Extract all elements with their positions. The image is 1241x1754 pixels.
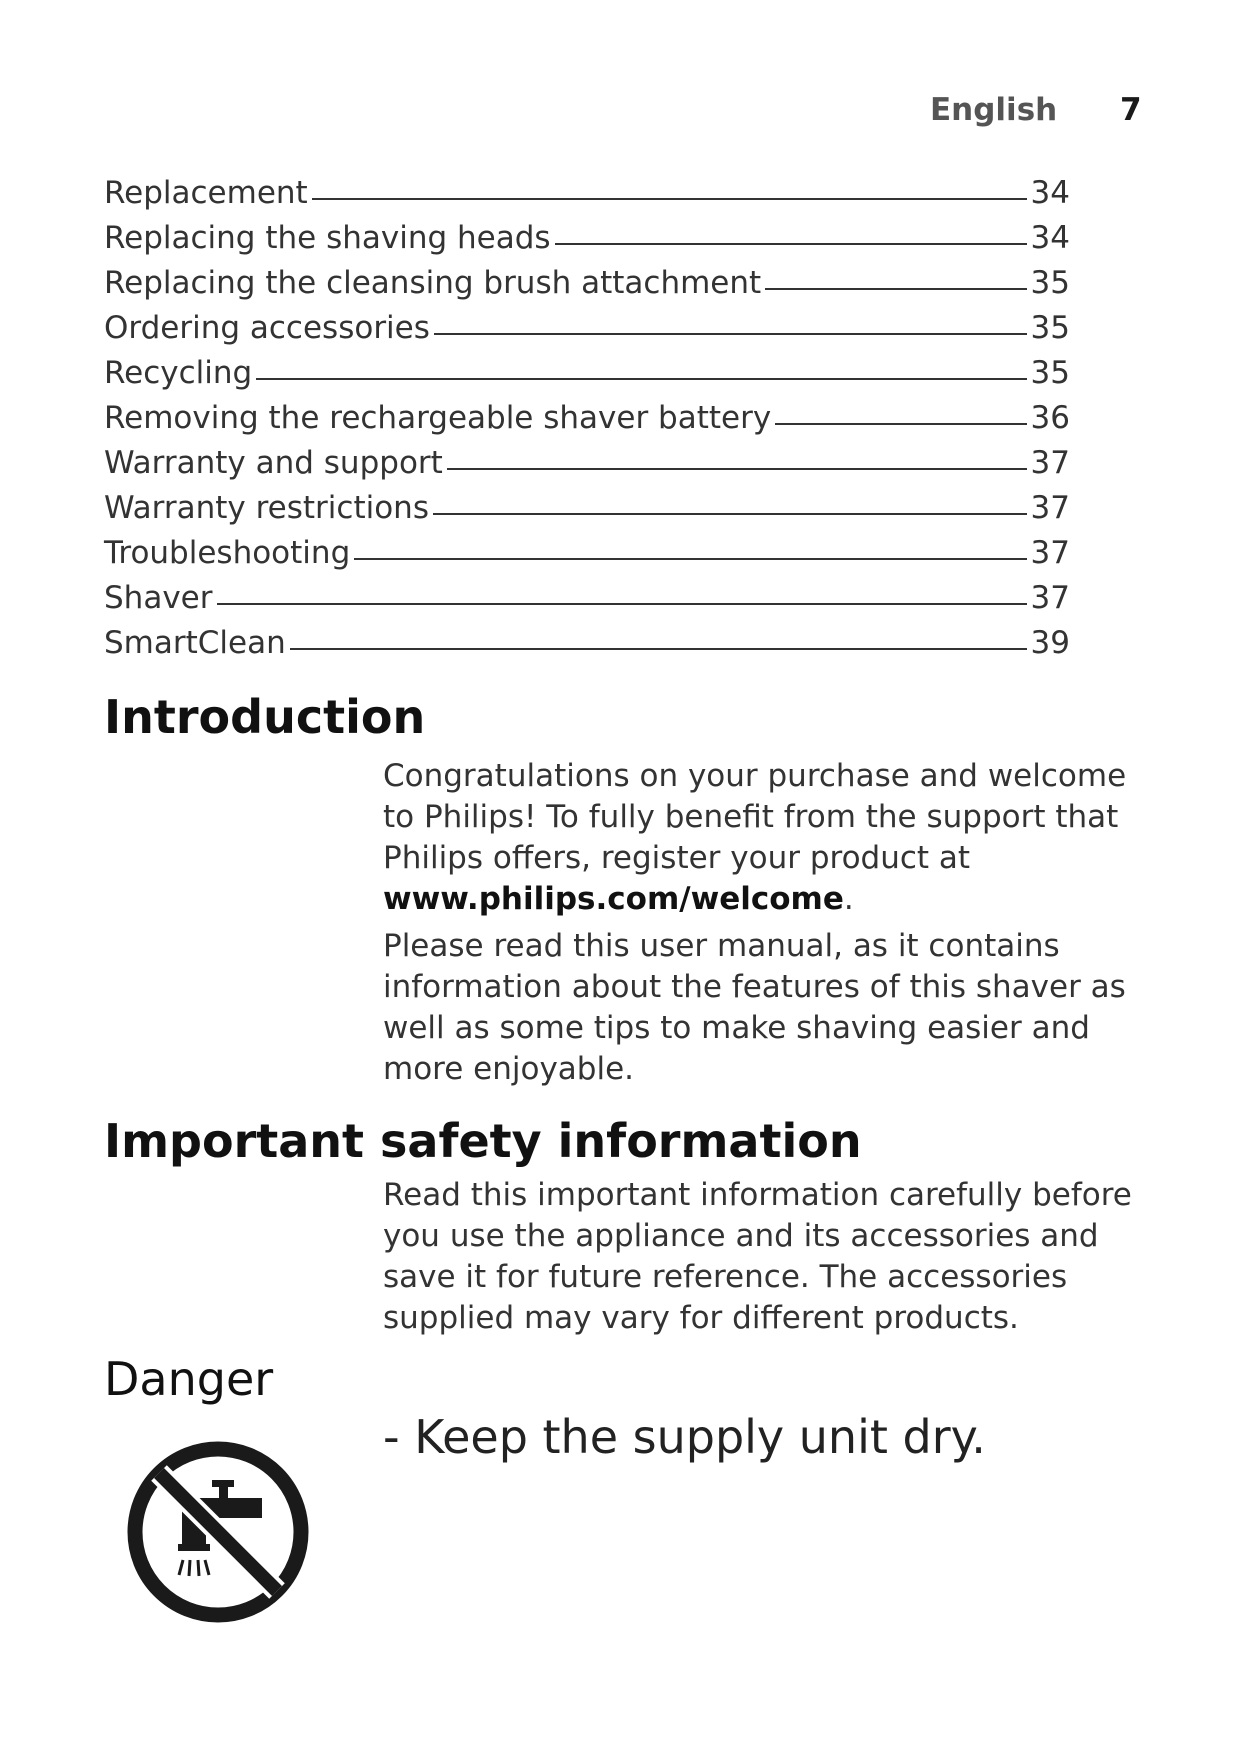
toc-entry-page: 34 — [1030, 175, 1070, 211]
toc-leader — [290, 648, 1027, 650]
toc-entry — [104, 535, 1070, 580]
toc-entry-page: 35 — [1030, 355, 1070, 391]
toc-entry — [104, 400, 1070, 445]
toc-leader — [256, 378, 1026, 380]
sentence-end: . — [843, 881, 854, 917]
safety-paragraph: Read this important information carefully before you use the appliance and its accessories and save it for future reference. The accessories supplied may vary for different products. — [383, 1177, 1132, 1336]
toc-entry-page: 35 — [1030, 265, 1070, 301]
table-of-contents — [104, 175, 1070, 670]
toc-entry-title: Warranty and support — [104, 445, 443, 481]
toc-entry — [104, 220, 1070, 265]
toc-entry — [104, 175, 1070, 220]
introduction-paragraph-1 — [383, 756, 1143, 920]
toc-entry-title: Shaver — [104, 580, 213, 616]
toc-leader — [775, 423, 1026, 425]
toc-entry — [104, 580, 1070, 625]
page-header — [0, 92, 1241, 142]
toc-entry — [104, 265, 1070, 310]
language-label: English — [930, 92, 1058, 128]
toc-entry — [104, 355, 1070, 400]
toc-entry-title: Replacing the cleansing brush attachment — [104, 265, 762, 301]
toc-leader — [217, 603, 1027, 605]
toc-entry-title: Troubleshooting — [104, 535, 351, 571]
danger-heading: Danger — [104, 1352, 274, 1406]
register-link[interactable]: www.philips.com/welcome — [383, 881, 844, 917]
toc-entry-page: 37 — [1030, 535, 1070, 571]
toc-leader — [447, 468, 1027, 470]
toc-leader — [312, 198, 1027, 200]
toc-entry-page: 35 — [1030, 310, 1070, 346]
safety-heading: Important safety information — [104, 1114, 862, 1168]
toc-leader — [434, 333, 1027, 335]
introduction-paragraph-2: Please read this user manual, as it contains information about the features of this shaver as well as some tips to make shaving easier and more enjoyable. — [383, 928, 1126, 1087]
toc-leader — [433, 513, 1027, 515]
toc-entry — [104, 310, 1070, 355]
introduction-text: Congratulations on your purchase and welcome to Philips! To fully benefit from the support that Philips offers, register your product at — [383, 758, 1127, 876]
no-water-icon — [126, 1440, 310, 1624]
toc-entry-title: Recycling — [104, 355, 253, 391]
toc-entry — [104, 625, 1070, 670]
toc-entry-page: 34 — [1030, 220, 1070, 256]
page-number: 7 — [1120, 92, 1142, 128]
toc-leader — [555, 243, 1027, 245]
toc-entry-title: Replacing the shaving heads — [104, 220, 551, 256]
toc-entry-page: 36 — [1030, 400, 1070, 436]
toc-entry — [104, 445, 1070, 490]
toc-leader — [354, 558, 1026, 560]
toc-entry-title: Ordering accessories — [104, 310, 430, 346]
toc-entry — [104, 490, 1070, 535]
introduction-heading: Introduction — [104, 690, 426, 744]
toc-entry-page: 37 — [1030, 490, 1070, 526]
toc-entry-title: Warranty restrictions — [104, 490, 429, 526]
toc-leader — [765, 288, 1026, 290]
toc-entry-title: Removing the rechargeable shaver battery — [104, 400, 772, 436]
toc-entry-page: 39 — [1030, 625, 1070, 661]
toc-entry-page: 37 — [1030, 580, 1070, 616]
toc-entry-page: 37 — [1030, 445, 1070, 481]
danger-item: - Keep the supply unit dry. — [383, 1410, 986, 1464]
toc-entry-title: SmartClean — [104, 625, 286, 661]
toc-entry-title: Replacement — [104, 175, 308, 211]
